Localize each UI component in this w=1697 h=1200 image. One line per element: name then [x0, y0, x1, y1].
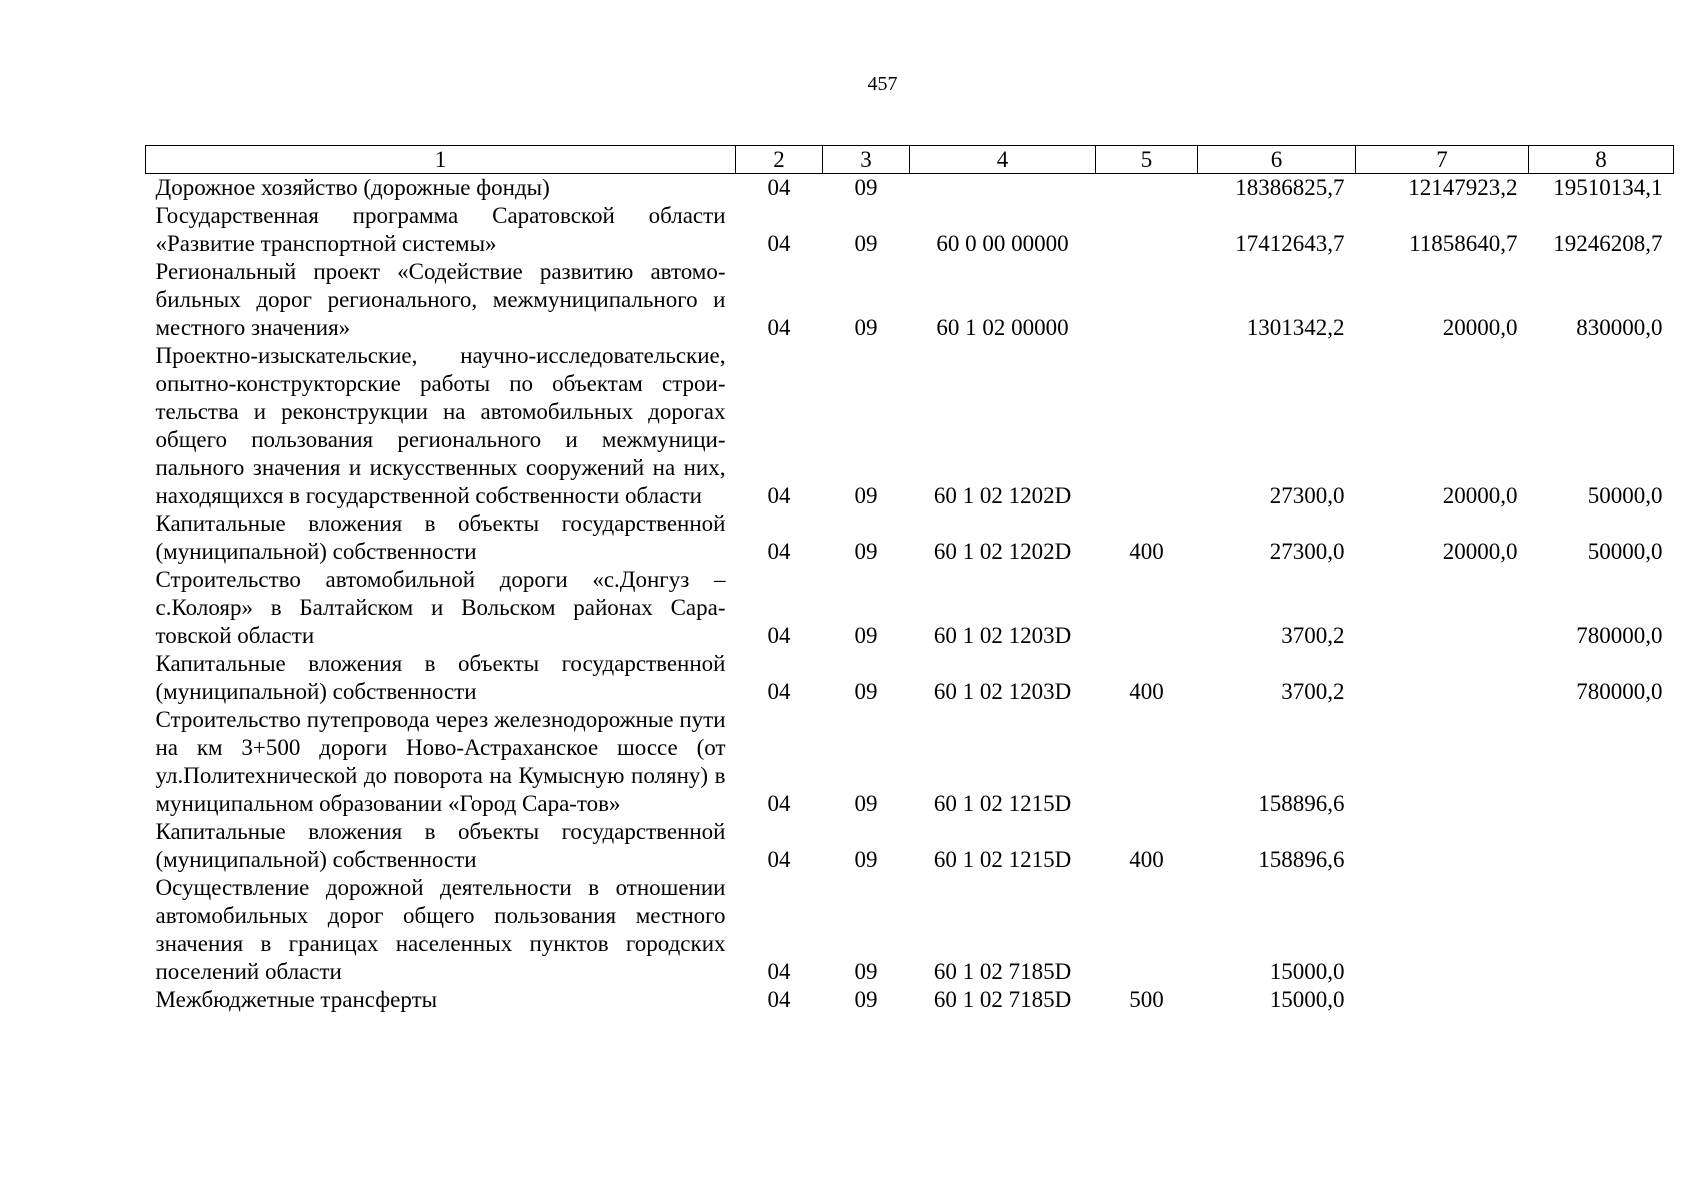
row-expense-type: 500 — [1129, 987, 1164, 1012]
row-subsection: 09 — [854, 231, 878, 256]
table-row — [146, 202, 1674, 258]
header-col-7: 7 — [1356, 146, 1529, 174]
table-body — [146, 174, 1674, 1015]
row-target-code: 60 1 02 1215D — [933, 791, 1072, 816]
table-row — [146, 818, 1674, 874]
row-subsection: 09 — [854, 987, 878, 1012]
row-amount-col7: 20000,0 — [1442, 315, 1518, 340]
row-section: 04 — [767, 539, 791, 564]
row-name: Дорожное хозяйство (дорожные фонды) — [155, 175, 550, 200]
row-amount-col7: 12147923,2 — [1408, 175, 1518, 200]
row-expense-type — [1096, 202, 1198, 258]
row-target-code: 60 1 02 1215D — [933, 847, 1072, 872]
table-row — [146, 650, 1674, 706]
row-amount-col8: 19510134,1 — [1553, 175, 1663, 200]
row-amount-col8: 50000,0 — [1587, 483, 1663, 508]
row-section: 04 — [767, 315, 791, 340]
page-number: 457 — [867, 73, 898, 95]
row-expense-type: 400 — [1129, 847, 1164, 872]
row-amount-col8: 780000,0 — [1576, 679, 1663, 704]
row-subsection: 09 — [854, 483, 878, 508]
row-amount-col6: 18386825,7 — [1235, 175, 1345, 200]
row-subsection: 09 — [854, 539, 878, 564]
header-row — [146, 146, 1674, 174]
row-amount-col8 — [1529, 986, 1674, 1014]
row-name: Капитальные вложения в объекты государственной (муниципальной) собственности — [155, 819, 726, 872]
row-subsection: 09 — [854, 315, 878, 340]
row-section: 04 — [767, 847, 791, 872]
row-expense-type — [1096, 342, 1198, 510]
row-name: Межбюджетные трансферты — [155, 987, 438, 1012]
row-amount-col7 — [1356, 706, 1529, 818]
row-name: Строительство путепровода через железнодорожные пути на км 3+500 дороги Ново-Астраханское шоссе (от ул.Политехнической до поворота на Кумысную поляну) в муниципальном образовании «Город Сара-тов» — [155, 707, 726, 816]
row-section: 04 — [767, 959, 791, 984]
row-subsection: 09 — [854, 623, 878, 648]
row-name: Строительство автомобильной дороги «с.Донгуз – с.Колояр» в Балтайском и Вольском районах Сара-товской области — [155, 567, 726, 648]
row-subsection: 09 — [854, 847, 878, 872]
row-amount-col6: 1301342,2 — [1246, 315, 1345, 340]
row-amount-col6: 3700,2 — [1281, 623, 1345, 648]
row-target-code: 60 1 02 1203D — [933, 679, 1072, 704]
row-amount-col6: 158896,6 — [1258, 847, 1345, 872]
row-section: 04 — [767, 175, 791, 200]
row-name: Проектно-изыскательские, научно-исследовательские, опытно-конструкторские работы по объектам строи-тельства и реконструкции на автомобильных дорогах общего пользования регионального и межмуници-пального значения и искусственных сооружений на них, находящихся в государственной собственности области — [155, 343, 726, 508]
row-amount-col7: 20000,0 — [1442, 539, 1518, 564]
row-amount-col6: 17412643,7 — [1235, 231, 1345, 256]
header-col-3: 3 — [823, 146, 910, 174]
header-col-8: 8 — [1529, 146, 1674, 174]
row-target-code: 60 1 02 1202D — [933, 539, 1072, 564]
table-row — [146, 510, 1674, 566]
row-amount-col8: 50000,0 — [1587, 539, 1663, 564]
row-amount-col7 — [1356, 566, 1529, 650]
row-expense-type — [1096, 706, 1198, 818]
table-row — [146, 986, 1674, 1014]
row-expense-type — [1096, 258, 1198, 342]
row-subsection: 09 — [854, 959, 878, 984]
row-section: 04 — [767, 987, 791, 1012]
row-amount-col8 — [1529, 874, 1674, 986]
row-section: 04 — [767, 483, 791, 508]
row-target-code: 60 1 02 00000 — [936, 315, 1069, 340]
row-amount-col6: 27300,0 — [1269, 539, 1345, 564]
row-amount-col6: 3700,2 — [1281, 679, 1345, 704]
row-amount-col7 — [1356, 986, 1529, 1014]
table-header — [146, 146, 1674, 174]
row-amount-col7 — [1356, 874, 1529, 986]
header-col-4: 4 — [910, 146, 1096, 174]
header-col-6: 6 — [1198, 146, 1356, 174]
row-amount-col8 — [1529, 706, 1674, 818]
row-subsection: 09 — [854, 791, 878, 816]
row-amount-col6: 15000,0 — [1269, 987, 1345, 1012]
row-name: Капитальные вложения в объекты государственной (муниципальной) собственности — [155, 511, 726, 564]
row-expense-type — [1096, 874, 1198, 986]
row-target-code: 60 0 00 00000 — [936, 231, 1069, 256]
row-amount-col7 — [1356, 818, 1529, 874]
header-col-1: 1 — [146, 146, 736, 174]
row-amount-col7: 20000,0 — [1442, 483, 1518, 508]
row-section: 04 — [767, 623, 791, 648]
row-section: 04 — [767, 791, 791, 816]
row-amount-col6: 158896,6 — [1258, 791, 1345, 816]
budget-table — [145, 145, 1674, 1014]
row-amount-col6: 27300,0 — [1269, 483, 1345, 508]
row-target-code: 60 1 02 1202D — [933, 483, 1072, 508]
row-name: Осуществление дорожной деятельности в отношении автомобильных дорог общего пользования местного значения в границах населенных пунктов городских поселений области — [155, 875, 726, 984]
row-amount-col7 — [1356, 650, 1529, 706]
row-amount-col7: 11858640,7 — [1409, 231, 1518, 256]
row-amount-col6: 15000,0 — [1269, 959, 1345, 984]
row-subsection: 09 — [854, 175, 878, 200]
row-subsection: 09 — [854, 679, 878, 704]
row-expense-type — [1096, 566, 1198, 650]
table-row — [146, 874, 1674, 986]
table-row — [146, 174, 1674, 203]
row-section: 04 — [767, 679, 791, 704]
row-name: Капитальные вложения в объекты государственной (муниципальной) собственности — [155, 651, 726, 704]
header-col-2: 2 — [736, 146, 823, 174]
row-name: Региональный проект «Содействие развитию автомо-бильных дорог регионального, межмуниципального и местного значения» — [155, 259, 726, 340]
table-row — [146, 566, 1674, 650]
table-row — [146, 342, 1674, 510]
row-amount-col8: 19246208,7 — [1553, 231, 1663, 256]
row-amount-col8: 780000,0 — [1576, 623, 1663, 648]
row-amount-col8 — [1529, 818, 1674, 874]
row-name: Государственная программа Саратовской области «Развитие транспортной системы» — [155, 203, 726, 256]
row-target-code: 60 1 02 7185D — [933, 987, 1072, 1012]
header-col-5: 5 — [1096, 146, 1198, 174]
row-amount-col8: 830000,0 — [1576, 315, 1663, 340]
table-row — [146, 258, 1674, 342]
row-expense-type: 400 — [1129, 679, 1164, 704]
row-expense-type: 400 — [1129, 539, 1164, 564]
row-target-code: 60 1 02 1203D — [933, 623, 1072, 648]
table-row — [146, 706, 1674, 818]
row-section: 04 — [767, 231, 791, 256]
row-target-code: 60 1 02 7185D — [933, 959, 1072, 984]
row-target-code — [910, 174, 1096, 203]
row-expense-type — [1096, 174, 1198, 203]
